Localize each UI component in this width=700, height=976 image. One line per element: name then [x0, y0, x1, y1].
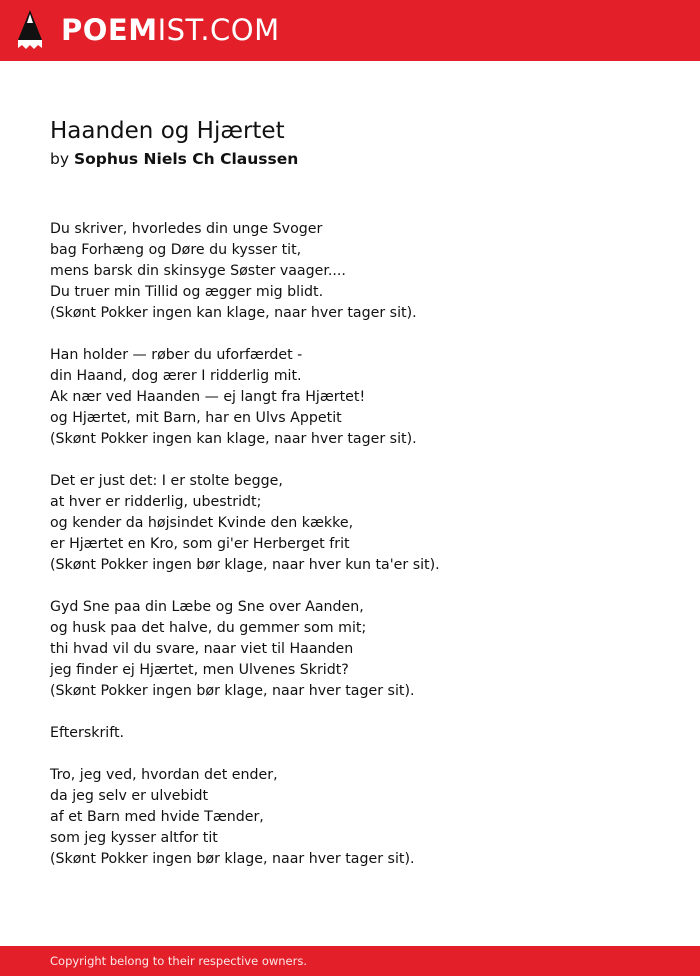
- poem-line: af et Barn med hvide Tænder,: [50, 809, 264, 825]
- poem-line: thi hvad vil du svare, naar viet til Haanden: [50, 641, 354, 657]
- poem-line: Du truer min Tillid og ægger mig blidt.: [50, 284, 324, 300]
- poem-line: jeg finder ej Hjærtet, men Ulvenes Skridt?: [50, 662, 349, 678]
- poem-line: da jeg selv er ulvebidt: [50, 788, 209, 804]
- poem-line: er Hjærtet en Kro, som gi'er Herberget frit: [50, 536, 350, 552]
- stanza: [50, 345, 670, 450]
- stanza: [50, 471, 670, 576]
- poem-line: mens barsk din skinsyge Søster vaager....: [50, 263, 346, 279]
- poem-line: og kender da højsindet Kvinde den kække,: [50, 515, 354, 531]
- stanza: [50, 723, 670, 744]
- poem-line: Ak nær ved Haanden — ej langt fra Hjærtet!: [50, 389, 366, 405]
- stanza: [50, 765, 670, 870]
- author-name: Sophus Niels Ch Claussen: [73, 150, 299, 168]
- byline: [50, 149, 298, 169]
- logo-text-bold: POEM: [61, 13, 158, 47]
- copyright-text: Copyright belong to their respective owners.: [50, 954, 308, 968]
- site-header: [0, 0, 700, 61]
- site-footer: [0, 946, 700, 976]
- stanza: [50, 219, 670, 324]
- poem-title: Haanden og Hjærtet: [50, 118, 285, 144]
- stanza: [50, 597, 670, 702]
- poem-line: Han holder — røber du uforfærdet -: [50, 347, 303, 363]
- poem-line: og Hjærtet, mit Barn, har en Ulvs Appetit: [50, 410, 342, 426]
- site-logo[interactable]: [61, 12, 280, 48]
- poem-line: og husk paa det halve, du gemmer som mit;: [50, 620, 367, 636]
- poem-line: Efterskrift.: [50, 725, 125, 741]
- poem-line: (Skønt Pokker ingen kan klage, naar hver tager sit).: [50, 431, 417, 447]
- poem-line: at hver er ridderlig, ubestridt;: [50, 494, 262, 510]
- poem-line: Du skriver, hvorledes din unge Svoger: [50, 221, 323, 237]
- logo-text-light: IST.COM: [157, 13, 280, 47]
- poem-body: [50, 219, 670, 891]
- poem-line: Det er just det: I er stolte begge,: [50, 473, 283, 489]
- poem-line: (Skønt Pokker ingen bør klage, naar hver kun ta'er sit).: [50, 557, 440, 573]
- poem-line: Tro, jeg ved, hvordan det ender,: [50, 767, 278, 783]
- poem-line: Gyd Sne paa din Læbe og Sne over Aanden,: [50, 599, 364, 615]
- poem-line: (Skønt Pokker ingen kan klage, naar hver tager sit).: [50, 305, 417, 321]
- poem-line: (Skønt Pokker ingen bør klage, naar hver tager sit).: [50, 851, 415, 867]
- poem-line: som jeg kysser altfor tit: [50, 830, 218, 846]
- pencil-icon[interactable]: [18, 10, 42, 50]
- poem-line: din Haand, dog ærer I ridderlig mit.: [50, 368, 302, 384]
- poem-line: (Skønt Pokker ingen bør klage, naar hver tager sit).: [50, 683, 415, 699]
- by-label: by: [50, 150, 70, 168]
- poem-line: bag Forhæng og Døre du kysser tit,: [50, 242, 302, 258]
